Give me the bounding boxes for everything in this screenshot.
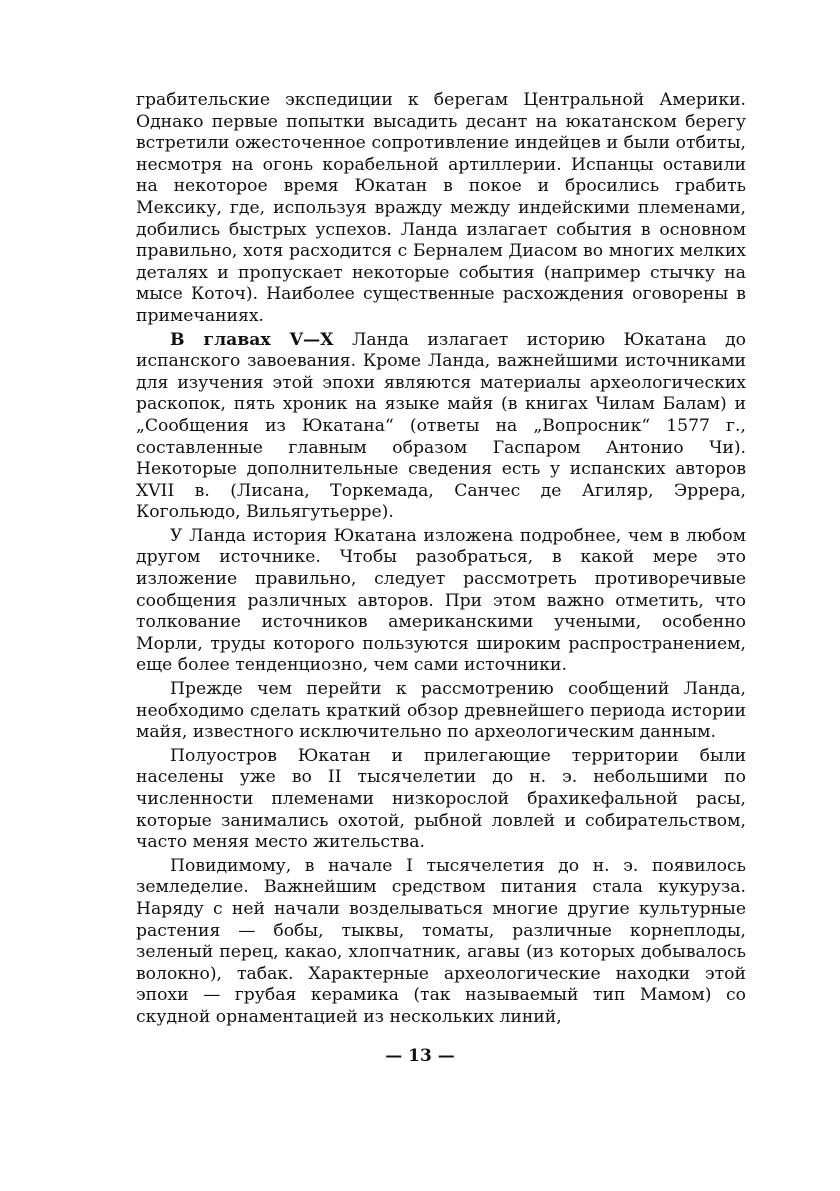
paragraph-6 bbox=[136, 856, 746, 1029]
paragraph-6-text: Повидимому, в начале I тысячелетия до н. э. появилось земледелие. Важнейшим средством питания стала кукуруза. Наряду с ней начали возделываться многие другие культурные растения — бобы, тыквы, томаты, различные корнеплоды, зеленый перец, какао, хлопчатник, агавы (из которых добывалось волокно), табак. Характерные археологические находки этой эпохи — грубая керамика (так называемый тип Мамом) со скудной орнаментацией из нескольких линий, bbox=[136, 855, 746, 1027]
paragraph-3 bbox=[136, 526, 746, 677]
paragraph-2 bbox=[136, 330, 746, 524]
paragraph-3-text: У Ланда история Юкатана изложена подробнее, чем в любом другом источнике. Чтобы разобраться, в какой мере это изложение правильно, следует рассмотреть противоречивые сообщения различных авторов. При этом важно отметить, что толкование источников американскими учеными, особенно Морли, труды которого пользуются широким распространением, еще более тенденциозно, чем сами источники. bbox=[136, 525, 746, 676]
page-number: — 13 — bbox=[385, 1046, 455, 1066]
paragraph-4-text: Прежде чем перейти к рассмотрению сообщений Ланда, необходимо сделать краткий обзор древнейшего периода истории майя, известного исключительно по археологическим данным. bbox=[136, 679, 746, 743]
paragraph-1 bbox=[136, 90, 746, 328]
page-text-block bbox=[136, 90, 746, 1029]
paragraph-4 bbox=[136, 679, 746, 744]
paragraph-1-text: грабительские экспедиции к берегам Центральной Америки. Однако первые попытки высадить десант на юкатанском берегу встретили ожесточенное сопротивление индейцев и были отбиты, несмотря на огонь корабельной артиллерии. Испанцы оставили на некоторое время Юкатан в покое и бросились грабить Мексику, где, используя вражду между индейскими племенами, добились быстрых успехов. Ланда излагает события в основном правильно, хотя расходится с Берналем Диасом во многих мелких деталях и пропускает некоторые события (например стычку на мысе Коточ). Наиболее существенные расхождения оговорены в примечаниях. bbox=[136, 90, 746, 326]
paragraph-5-text: Полуостров Юкатан и прилегающие территории были населены уже во II тысячелетии до н. э. небольшими по численности племенами низкорослой брахикефальной расы, которые занимались охотой, рыбной ловлей и собирательством, часто меняя место жительства. bbox=[136, 745, 746, 853]
paragraph-5 bbox=[136, 746, 746, 854]
paragraph-2-text: Ланда излагает историю Юкатана до испанского завоевания. Кроме Ланда, важнейшими источниками для изучения этой эпохи являются материалы археологических раскопок, пять хроник на языке майя (в книгах Чилам Балам) и „Сообщения из Юкатана“ (ответы на „Вопросник“ 1577 г., составленные главным образом Гаспаром Антонио Чи). Некоторые дополнительные сведения есть у испанских авторов XVII в. (Лисана, Торкемада, Санчес де Агиляр, Эррера, Когольюдо, Вильягутьерре). bbox=[136, 329, 746, 523]
paragraph-2-lead: В главах V—X bbox=[170, 329, 334, 350]
